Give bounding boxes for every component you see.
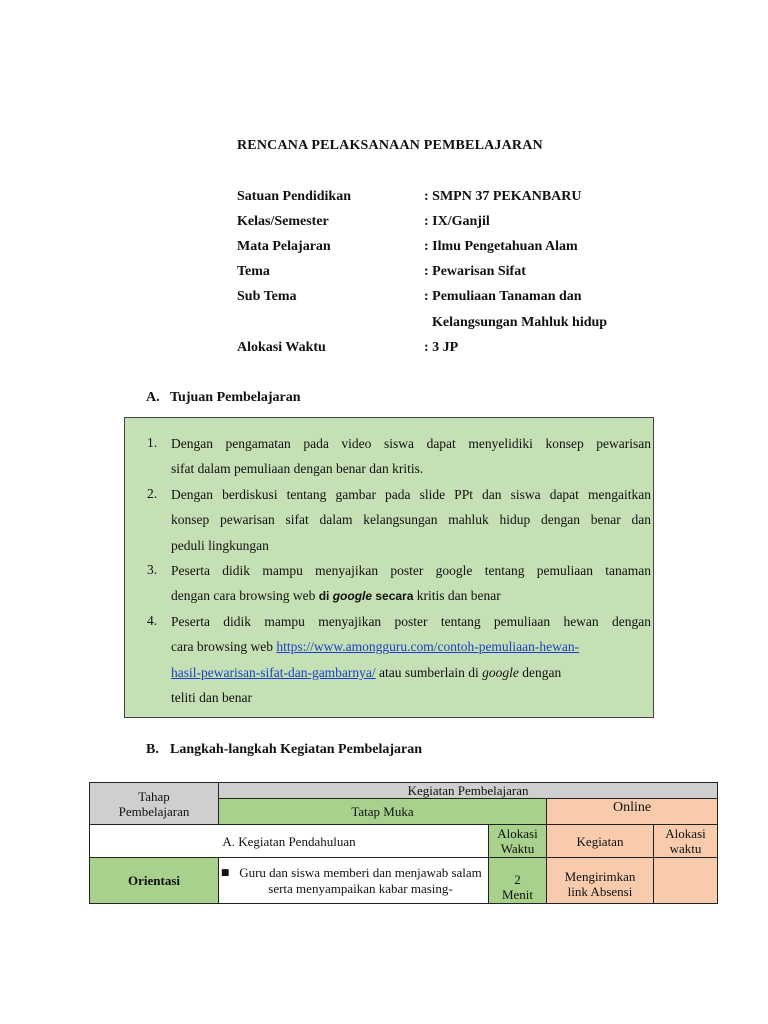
info-value: : 3 JP bbox=[424, 340, 459, 355]
document-title: RENCANA PELAKSANAAN PEMBELAJARAN bbox=[237, 138, 543, 153]
objective-line: Peserta didik mampu menyajikan poster google tentang pemuliaan tanaman bbox=[171, 563, 651, 578]
header-online: Online bbox=[547, 799, 718, 825]
objective-number: 1. bbox=[147, 435, 158, 450]
cell-orientasi-kegiatan: ■ Guru dan siswa memberi dan menjawab salam serta menyampaikan kabar masing- bbox=[219, 858, 489, 904]
objective-line: hasil-pewarisan-sifat-dan-gambarnya/ atau sumberlain di google dengan bbox=[171, 664, 562, 680]
info-label: Tema bbox=[237, 264, 270, 279]
bullet-icon: ■ bbox=[220, 868, 230, 878]
header-alokasi-waktu-online: Alokasi waktu bbox=[654, 825, 718, 858]
info-value: : SMPN 37 PEKANBARU bbox=[424, 189, 582, 204]
section-title: Langkah-langkah Kegiatan Pembelajaran bbox=[170, 742, 423, 757]
header-tahap: Tahap Pembelajaran bbox=[90, 783, 219, 825]
objective-number: 4. bbox=[147, 613, 158, 628]
header-tatap-muka: Tatap Muka bbox=[219, 799, 547, 825]
header-kegiatan-online: Kegiatan bbox=[547, 825, 654, 858]
info-label: Sub Tema bbox=[237, 289, 297, 304]
objective-line: sifat dalam pemuliaan dengan benar dan kritis. bbox=[171, 461, 424, 477]
info-value-continuation: Kelangsungan Mahluk hidup bbox=[432, 315, 608, 330]
cell-orientasi-online-kegiatan: Mengirimkan link Absensi bbox=[547, 858, 654, 904]
objective-line: dengan cara browsing web di google secara kritis dan benar bbox=[171, 588, 501, 604]
info-value: : IX/Ganjil bbox=[424, 214, 490, 229]
header-kegiatan-pembelajaran: Kegiatan Pembelajaran bbox=[219, 783, 718, 799]
info-value: : Pemuliaan Tanaman dan bbox=[424, 289, 582, 304]
info-label: Alokasi Waktu bbox=[237, 340, 326, 355]
kegiatan-table bbox=[89, 782, 718, 904]
section-b-heading bbox=[146, 742, 422, 758]
objective-line: konsep pewarisan sifat dalam kelangsungan mahluk hidup dengan benar dan bbox=[171, 512, 651, 528]
objective-number: 2. bbox=[147, 486, 158, 501]
info-label: Kelas/Semester bbox=[237, 214, 329, 229]
objective-line: Dengan berdiskusi tentang gambar pada slide PPt dan siswa dapat mengaitkan bbox=[171, 487, 651, 502]
objective-line: cara browsing web https://www.amongguru.com/contoh-pemuliaan-hewan- bbox=[171, 639, 580, 655]
info-label: Satuan Pendidikan bbox=[237, 189, 351, 204]
amongguru-link-cont[interactable]: hasil-pewarisan-sifat-dan-gambarnya/ bbox=[171, 664, 376, 680]
objective-number: 3. bbox=[147, 562, 158, 577]
objective-line: peduli lingkungan bbox=[171, 537, 269, 553]
section-a-heading bbox=[146, 390, 301, 406]
info-value: : Pewarisan Sifat bbox=[424, 264, 526, 279]
objectives-box bbox=[124, 417, 654, 718]
info-value: : Ilmu Pengetahuan Alam bbox=[424, 239, 578, 254]
amongguru-link[interactable]: https://www.amongguru.com/contoh-pemuliaan-hewan- bbox=[276, 639, 580, 655]
objective-line: teliti dan benar bbox=[171, 690, 252, 706]
section-title: Tujuan Pembelajaran bbox=[170, 390, 301, 405]
objective-line: Peserta didik mampu menyajikan poster tentang pemuliaan hewan dengan bbox=[171, 614, 651, 629]
header-alokasi-waktu: Alokasi Waktu bbox=[489, 825, 547, 858]
info-label: Mata Pelajaran bbox=[237, 239, 331, 254]
section-letter: A. bbox=[146, 390, 160, 405]
cell-orientasi-online-waktu bbox=[654, 858, 718, 904]
cell-orientasi-waktu: 2 Menit bbox=[489, 858, 547, 904]
section-letter: B. bbox=[146, 742, 159, 757]
objective-line: Dengan pengamatan pada video siswa dapat menyelidiki konsep pewarisan bbox=[171, 436, 651, 451]
cell-orientasi: Orientasi bbox=[90, 858, 219, 904]
row-kegiatan-pendahuluan: A. Kegiatan Pendahuluan bbox=[90, 825, 489, 858]
